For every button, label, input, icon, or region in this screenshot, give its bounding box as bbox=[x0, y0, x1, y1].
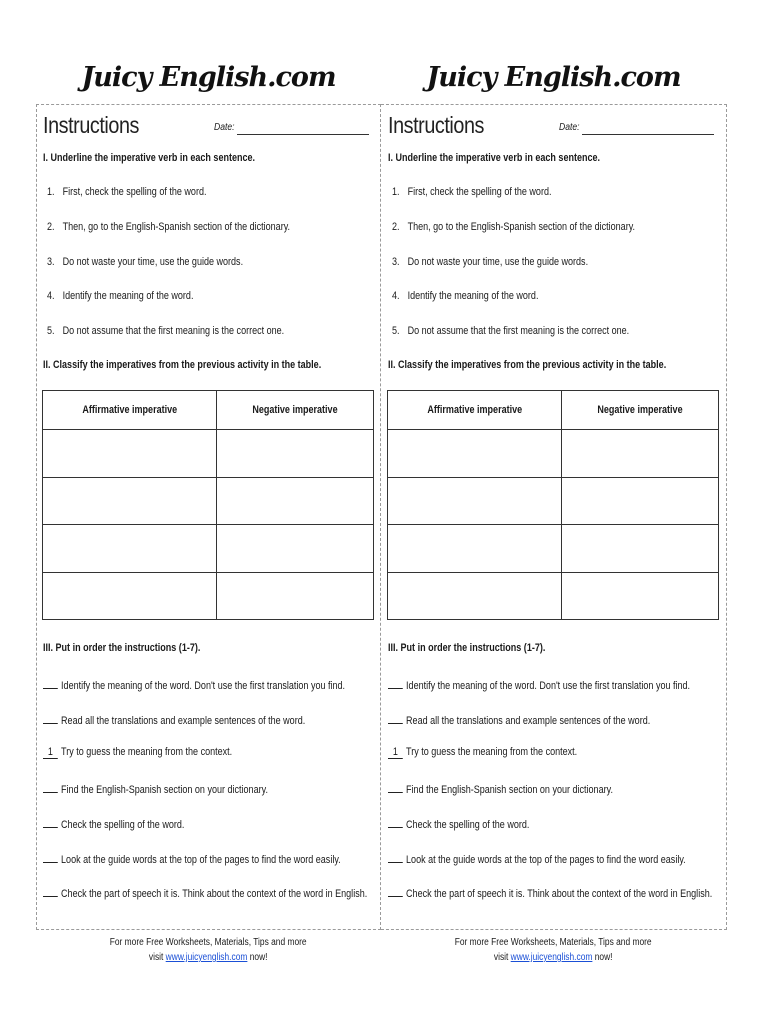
order-blank[interactable] bbox=[43, 676, 58, 689]
section2-heading: II. Classify the imperatives from the previous activity in the table. bbox=[43, 359, 322, 371]
table-cell[interactable] bbox=[217, 572, 374, 620]
table-cell[interactable] bbox=[388, 477, 562, 525]
table-cell[interactable] bbox=[43, 572, 217, 620]
order-item: Read all the translations and example sentences of the word. bbox=[388, 711, 650, 727]
table-cell[interactable] bbox=[562, 430, 719, 478]
section1-heading: I. Underline the imperative verb in each sentence. bbox=[43, 152, 256, 164]
list-item: 4. Identify the meaning of the word. bbox=[392, 290, 539, 302]
footer-line: For more Free Worksheets, Materials, Tips and more bbox=[455, 937, 652, 948]
table-cell[interactable] bbox=[562, 525, 719, 573]
order-blank[interactable] bbox=[43, 780, 58, 793]
date-field[interactable] bbox=[237, 134, 369, 135]
list-item: 5. Do not assume that the first meaning is the correct one. bbox=[392, 325, 630, 337]
order-item: Identify the meaning of the word. Don't use the first translation you find. bbox=[43, 676, 345, 692]
table-cell[interactable] bbox=[43, 430, 217, 478]
list-item: 4. Identify the meaning of the word. bbox=[47, 290, 194, 302]
order-item: 1 Try to guess the meaning from the context. bbox=[388, 746, 577, 759]
order-item: Find the English-Spanish section on your dictionary. bbox=[43, 780, 268, 796]
table-cell[interactable] bbox=[217, 525, 374, 573]
section3-heading: III. Put in order the instructions (1-7). bbox=[388, 642, 546, 654]
order-item: Check the part of speech it is. Think about the context of the word in English. bbox=[388, 884, 712, 900]
list-item: 3. Do not waste your time, use the guide words. bbox=[47, 256, 244, 268]
website-link[interactable]: www.juicyenglish.com bbox=[511, 952, 593, 963]
column-header-affirmative: Affirmative imperative bbox=[388, 391, 562, 430]
column-header-negative: Negative imperative bbox=[562, 391, 719, 430]
page-title: Instructions bbox=[43, 112, 139, 138]
brand-logo: Juicy English.com bbox=[426, 62, 681, 93]
order-item: 1 Try to guess the meaning from the context. bbox=[43, 746, 232, 759]
worksheet-right bbox=[381, 0, 726, 1024]
footer: For more Free Worksheets, Materials, Tips and more visit www.juicyenglish.com now! bbox=[110, 937, 307, 963]
order-item: Check the spelling of the word. bbox=[388, 815, 529, 831]
section2-heading: II. Classify the imperatives from the previous activity in the table. bbox=[388, 359, 667, 371]
order-item: Identify the meaning of the word. Don't use the first translation you find. bbox=[388, 676, 690, 692]
list-item: 2. Then, go to the English-Spanish section of the dictionary. bbox=[47, 221, 291, 233]
brand-logo: Juicy English.com bbox=[81, 62, 336, 93]
order-item: Look at the guide words at the top of the pages to find the word easily. bbox=[388, 850, 686, 866]
order-blank[interactable] bbox=[43, 711, 58, 724]
list-item: 5. Do not assume that the first meaning is the correct one. bbox=[47, 325, 285, 337]
table-cell[interactable] bbox=[217, 477, 374, 525]
date-label: Date: bbox=[559, 122, 580, 133]
order-item: Check the part of speech it is. Think about the context of the word in English. bbox=[43, 884, 367, 900]
table-cell[interactable] bbox=[43, 477, 217, 525]
date-label: Date: bbox=[214, 122, 235, 133]
worksheet-left bbox=[36, 0, 381, 1024]
table-cell[interactable] bbox=[562, 572, 719, 620]
table-cell[interactable] bbox=[43, 525, 217, 573]
footer: For more Free Worksheets, Materials, Tips and more visit www.juicyenglish.com now! bbox=[455, 937, 652, 963]
order-blank[interactable] bbox=[43, 850, 58, 863]
order-blank[interactable]: 1 bbox=[43, 746, 58, 759]
order-item: Look at the guide words at the top of the pages to find the word easily. bbox=[43, 850, 341, 866]
list-item: 1. First, check the spelling of the word. bbox=[392, 186, 552, 198]
column-header-affirmative: Affirmative imperative bbox=[43, 391, 217, 430]
section1-heading: I. Underline the imperative verb in each sentence. bbox=[388, 152, 601, 164]
table-cell[interactable] bbox=[388, 525, 562, 573]
classification-table bbox=[42, 390, 374, 620]
order-blank[interactable] bbox=[388, 711, 403, 724]
date-field[interactable] bbox=[582, 134, 714, 135]
order-blank[interactable] bbox=[388, 884, 403, 897]
order-item: Read all the translations and example sentences of the word. bbox=[43, 711, 305, 727]
order-blank[interactable] bbox=[388, 815, 403, 828]
page-title: Instructions bbox=[388, 112, 484, 138]
list-item: 3. Do not waste your time, use the guide words. bbox=[392, 256, 589, 268]
website-link[interactable]: www.juicyenglish.com bbox=[166, 952, 248, 963]
section3-heading: III. Put in order the instructions (1-7). bbox=[43, 642, 201, 654]
order-item: Find the English-Spanish section on your dictionary. bbox=[388, 780, 613, 796]
order-blank[interactable] bbox=[388, 850, 403, 863]
table-cell[interactable] bbox=[217, 430, 374, 478]
column-header-negative: Negative imperative bbox=[217, 391, 374, 430]
order-blank[interactable]: 1 bbox=[388, 746, 403, 759]
order-blank[interactable] bbox=[388, 676, 403, 689]
list-item: 2. Then, go to the English-Spanish section of the dictionary. bbox=[392, 221, 636, 233]
order-item: Check the spelling of the word. bbox=[43, 815, 184, 831]
table-cell[interactable] bbox=[562, 477, 719, 525]
table-cell[interactable] bbox=[388, 572, 562, 620]
footer-line: For more Free Worksheets, Materials, Tips and more bbox=[110, 937, 307, 948]
classification-table bbox=[387, 390, 719, 620]
order-blank[interactable] bbox=[388, 780, 403, 793]
order-blank[interactable] bbox=[43, 884, 58, 897]
order-blank[interactable] bbox=[43, 815, 58, 828]
table-cell[interactable] bbox=[388, 430, 562, 478]
list-item: 1. First, check the spelling of the word. bbox=[47, 186, 207, 198]
